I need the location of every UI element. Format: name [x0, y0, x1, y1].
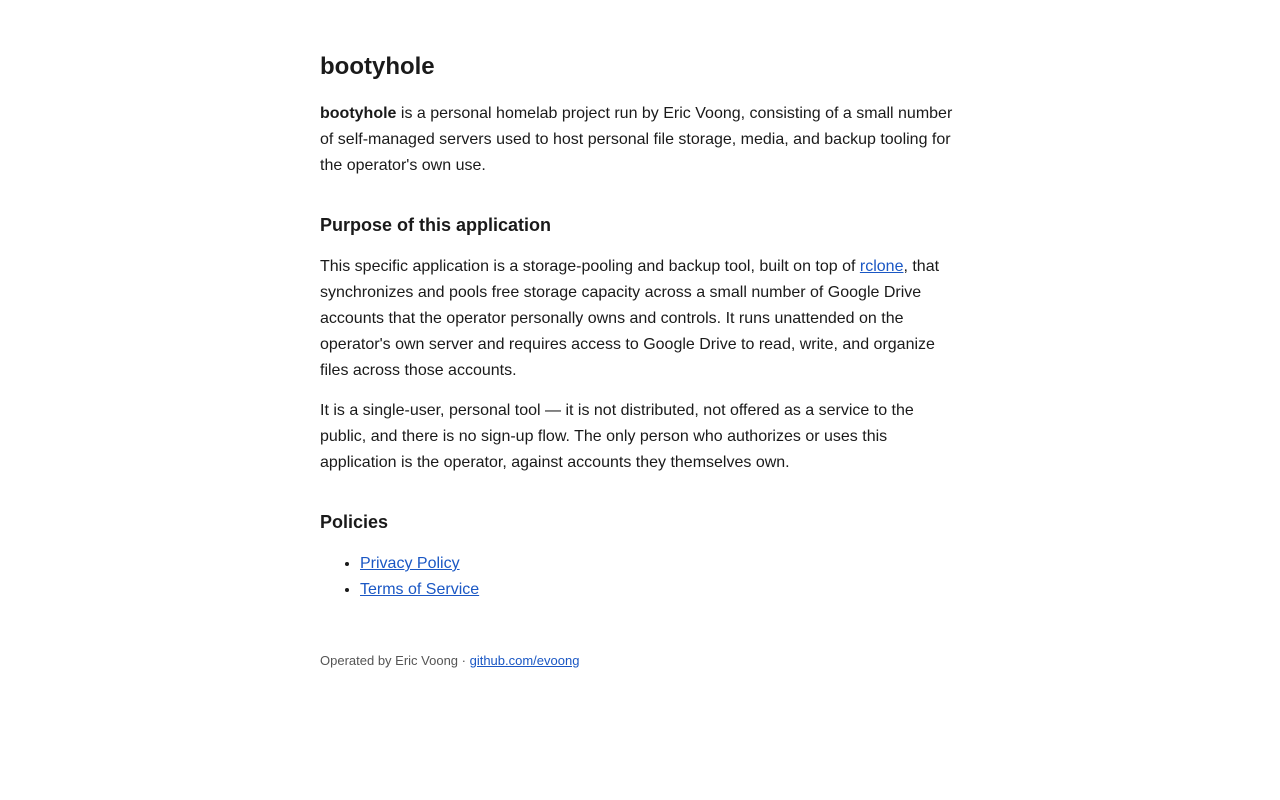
intro-text: is a personal homelab project run by Eric Voong, consisting of a small number of self-managed servers used to host personal file storage, media, and backup tooling for the operator's own use.	[320, 105, 953, 174]
policies-list	[320, 551, 960, 603]
purpose-paragraph-2: It is a single-user, personal tool — it is not distributed, not offered as a service to the public, and there is no sign-up flow. The only person who authorizes or uses this application is the operator, against accounts they themselves own.	[320, 402, 914, 471]
purpose-p1-after-link: , that synchronizes and pools free storage capacity across a small number of Google Drive accounts that the operator personally owns and controls. It runs unattended on the operator's own server and requires access to Google Drive to read, write, and organize files across those accounts.	[320, 258, 940, 379]
intro-paragraph	[320, 101, 960, 179]
github-link[interactable]: github.com/evoong	[469, 653, 580, 668]
intro-name: bootyhole	[320, 105, 397, 122]
rclone-link[interactable]: rclone	[859, 258, 904, 275]
list-item	[360, 577, 960, 603]
page-title: bootyhole	[320, 53, 435, 80]
purpose-paragraph-1	[320, 254, 960, 384]
purpose-heading: Purpose of this application	[320, 215, 552, 235]
purpose-p1-before-link: This specific application is a storage-pooling and backup tool, built on top of	[320, 258, 860, 275]
privacy-policy-link[interactable]: Privacy Policy	[360, 555, 460, 572]
list-item	[360, 551, 960, 577]
policies-heading: Policies	[320, 512, 389, 532]
footer	[320, 652, 579, 670]
footer-text: Operated by Eric Voong ·	[320, 653, 470, 668]
terms-of-service-link[interactable]: Terms of Service	[360, 581, 480, 598]
